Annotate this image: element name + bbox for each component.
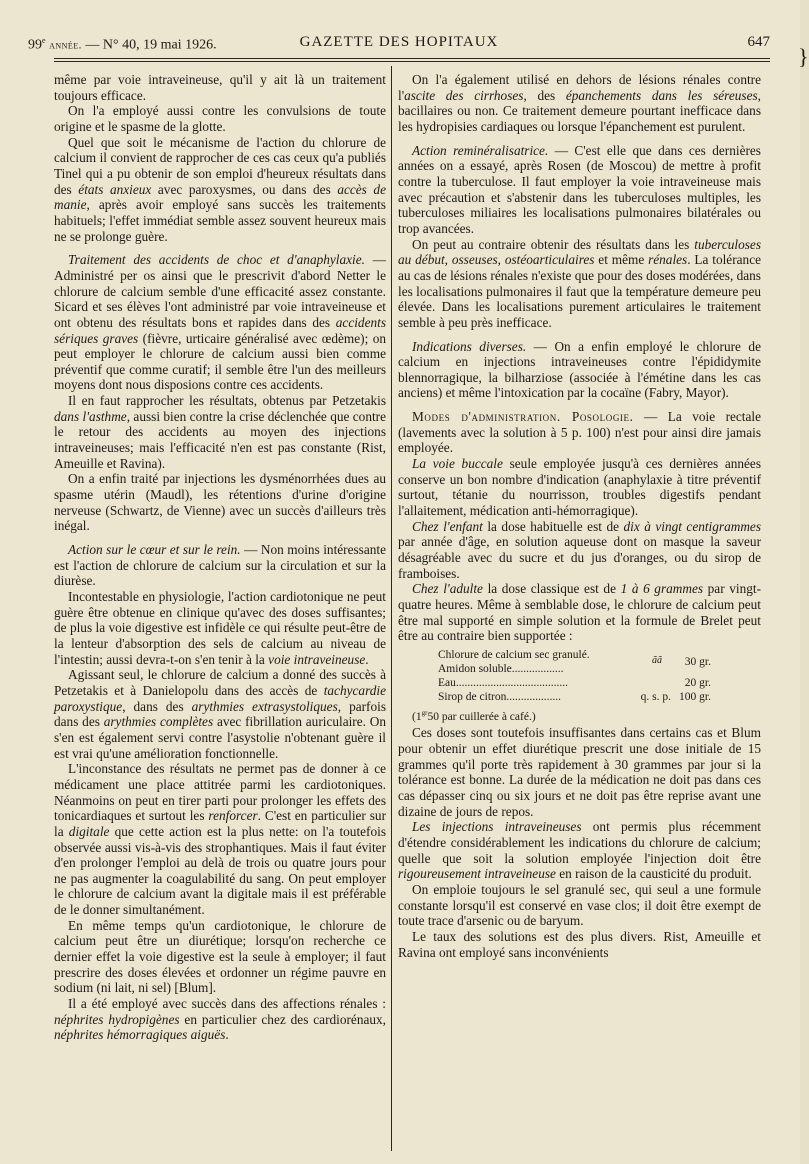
- paragraph: On l'a employé aussi contre les convulsions de toute origine et le spasme de la glotte.: [54, 103, 386, 134]
- formula-row: Eau....................................... 20 gr.: [438, 676, 711, 689]
- section-paragraph: Modes d'administration. Posologie. — La voie rectale (lavements avec la solution à 5 p. 100) n'est pour ainsi dire jamais employée.: [398, 409, 761, 456]
- page-header: [28, 30, 770, 56]
- paragraph: On peut au contraire obtenir des résultats dans les tuberculoses au début, osseuses, ostéoarticulaires et même rénales. La tolérance au cas de lésions rénales n'existe que pour des doses modérées, dans les localisations pulmonaires il faut que la température demeure peu élevée. Dans les localisations purement articulaires le traitement semble à peu près inefficace.: [398, 236, 761, 330]
- section-heading: Action reminéralisatrice.: [412, 142, 549, 158]
- section-heading: Modes d'administration. Posologie.: [412, 409, 634, 425]
- paragraph: On l'a également utilisé en dehors de lésions rénales contre l'ascite des cirrhoses, des épanchements dans les séreuses, bacillaires ou non. Ce traitement demeure pourtant inefficace dans les hydropisies cardiaques ou lorsque l'épanchement est purulent.: [398, 72, 761, 134]
- paragraph: On a enfin traité par injections les dysménorrhées dues au spasme utérin (Maudl), les rétentions d'urine d'origine nerveuse (Schwartz, de Vienne) avec un succès d'ailleurs très inégal.: [54, 471, 386, 534]
- brace-glyph: }: [798, 44, 809, 69]
- issue-info: 99e année. — N° 40, 19 mai 1926.: [28, 36, 217, 53]
- paragraph: La voie buccale seule employée jusqu'à ces dernières années conserve un bon nombre d'indication (anaphylaxie à titre préventif surtout, tétanie du nourrisson, troubles digestifs pendant l'allaitement, médication anti-hémorragique).: [398, 456, 761, 519]
- header-rule: [54, 58, 770, 59]
- page-number: 647: [747, 34, 770, 50]
- section-heading: Action sur le cœur et sur le rein.: [68, 542, 241, 558]
- header-rule-double: [54, 61, 770, 62]
- formula-note: ($1^{gr}50$ par cuillerée à café.): [412, 708, 536, 723]
- column-divider: [391, 66, 392, 1151]
- paragraph: Incontestable en physiologie, l'action cardiotonique ne peut guère être obtenue en clinique qu'avec des doses suffisantes; de plus la voie digestive est infidèle ce qui résulte peut-être de la lenteur d'absorption des sels de calcium au niveau de l'intestin; aussi devra-t-on s'en tenir à la voie intraveineuse.: [54, 589, 386, 667]
- ana-abbrev: ãã: [652, 654, 662, 666]
- section-paragraph: Action sur le cœur et sur le rein. — Non moins intéressante est l'action de chlorure de calcium sur la circulation et sur la diurèse.: [54, 542, 386, 589]
- paragraph: On emploie toujours le sel granulé sec, qui seul a une formule constante lorsqu'il est conservé en vase clos; il doit être exempt de toute trace d'arsenic ou de baryum.: [398, 882, 761, 929]
- formula-row: Sirop de citron................... q. s. p. 100 gr.: [438, 690, 711, 703]
- section-heading: Indications diverses.: [412, 338, 527, 354]
- paragraph: En même temps qu'un cardiotonique, le chlorure de calcium peut être un diurétique; lorsqu'on recherche ce dernier effet la voie digestive est la seule à employer; il faut prescrire des doses élevées et ordonner un régime pauvre en sodium (ni lait, ni sel) [Blum].: [54, 917, 386, 996]
- paragraph: Les injections intraveineuses ont permis plus récemment d'étendre considérablement les indications du chlorure de calcium; quelle que soit la solution employée l'injection doit être rigoureusement intraveineuse en raison de la causticité du produit.: [398, 819, 761, 882]
- formula-row: Amidon soluble..................: [438, 662, 564, 675]
- left-column: [54, 72, 386, 1043]
- paragraph: Chez l'enfant la dose habituelle est de dix à vingt centigrammes par année d'âge, en solution aqueuse dont on masque la saveur désagréable avec du sucre et du jus d'oranges, ou du sirop de framboises.: [398, 518, 762, 581]
- section-paragraph: Action reminéralisatrice. — C'est elle que dans ces dernières années on a essayé, après Rosen (de Moscou) de mettre à profit contre la tuberculose. Il faut employer la voie intraveineuse mais avec précaution et s'abstenir dans les tuberculoses multiples, les tuberculoses miliaires les localisations pulmonaires bilatérales ou trop avancées.: [398, 142, 761, 236]
- section-heading: Traitement des accidents de choc et d'anaphylaxie.: [68, 252, 365, 268]
- section-paragraph: Traitement des accidents de choc et d'anaphylaxie. — Administré per os ainsi que le prescrivit d'abord Netter le chlorure de calcium semble d'une efficacité assez constante. Sicard et ses élèves l'ont administré par voie intraveineuse et ont obtenu des résultats bons et rapides dans des accidents sériques graves (fièvre, urticaire généralisé avec œdème); on peut employer le chlorure de calcium aussi bien comme préventif que comme curatif; il semble être l'un des meilleurs moyens dont nous disposions contre ces accidents.: [54, 252, 386, 393]
- formula-row: Chlorure de calcium sec granulé. 30 gr.: [438, 648, 711, 668]
- paragraph: Le taux des solutions est des plus divers. Rist, Ameuille et Ravina ont employé sans inconvénients: [398, 928, 761, 960]
- paragraph: Chez l'adulte la dose classique est de 1 à 6 grammes par vingt-quatre heures. Même à semblable dose, le chlorure de calcium peut être mal supporté en simple solution et la formule de Brelet peut être au contraire bien supportée :: [398, 581, 761, 644]
- section-paragraph: Indications diverses. — On a enfin employé le chlorure de calcium en injections intraveineuses contre l'épididymite blennorragique, la bilharziose (associée à l'émétine dans les cas anciens) et même l'intoxication par la cocaïne (Fabry, Mayor).: [398, 338, 761, 401]
- right-column: [398, 44, 809, 960]
- paragraph: L'inconstance des résultats ne permet pas de donner à ce médicament une place attitrée parmi les cardiotoniques. Néanmoins on peut en tirer parti pour prolonger les effets des tonicardiaques et surtout les renforcer. C'est en particulier sur la digitale que cette action est la plus nette: on l'a toutefois observée aussi vis-à-vis des strophantiques. Mais il faut éviter d'en prolonger l'emploi au delà de trois ou quatre jours pour ne pas augmenter la coagulabilité du sang. On peut employer le chlorure de calcium avant la digitale mais il est préférable de le donner simultanément.: [54, 761, 386, 918]
- paragraph: Agissant seul, le chlorure de calcium a donné des succès à Petzetakis et à Danielopolu dans des accès de tachycardie paroxystique, dans des arythmies extrasystoliques, parfois dans des arythmies complètes avec fibrillation auriculaire. On s'en est également servi contre l'asystolie n'obtenant guère il est vrai qu'une amélioration fonctionnelle.: [54, 667, 386, 761]
- paragraph: Il en faut rapprocher les résultats, obtenus par Petzetakis dans l'asthme, aussi bien contre la crise déclenchée que contre le retour des accidents au moyen des injections intraveineuses; mais l'efficacité n'en est pas constante (Rist, Ameuille et Ravina).: [54, 393, 387, 471]
- paragraph: Il a été employé avec succès dans des affections rénales : néphrites hydropigènes en particulier chez des cardiorénaux, néphrites hémorragiques aiguës.: [54, 996, 386, 1043]
- paragraph: même par voie intraveineuse, qu'il y ait là un traitement toujours efficace.: [54, 72, 386, 103]
- journal-title: GAZETTE DES HOPITAUX: [299, 34, 499, 50]
- paragraph: Quel que soit le mécanisme de l'action du chlorure de calcium il convient de rapprocher de ces cas ceux qu'a publiés Tinel qui a pu obtenir de son emploi d'heureux résultats dans des états anxieux avec paroxysmes, ou dans des accès de manie, après avoir employé sans succès les traitements habituels; l'effet immédiat semble assez souvent heureux mais ne se prolonge guère.: [54, 134, 386, 244]
- paragraph: Ces doses sont toutefois insuffisantes dans certains cas et Blum pour obtenir un effet diurétique prescrit une dose initiale de 15 grammes qu'il porte très rapidement à 30 grammes par jour si la tolérance est bonne. La durée de la médication ne doit pas dans ces cas dépasser cinq ou six jours et ne doit pas être reprise avant une dizaine de jours de repos.: [398, 725, 761, 819]
